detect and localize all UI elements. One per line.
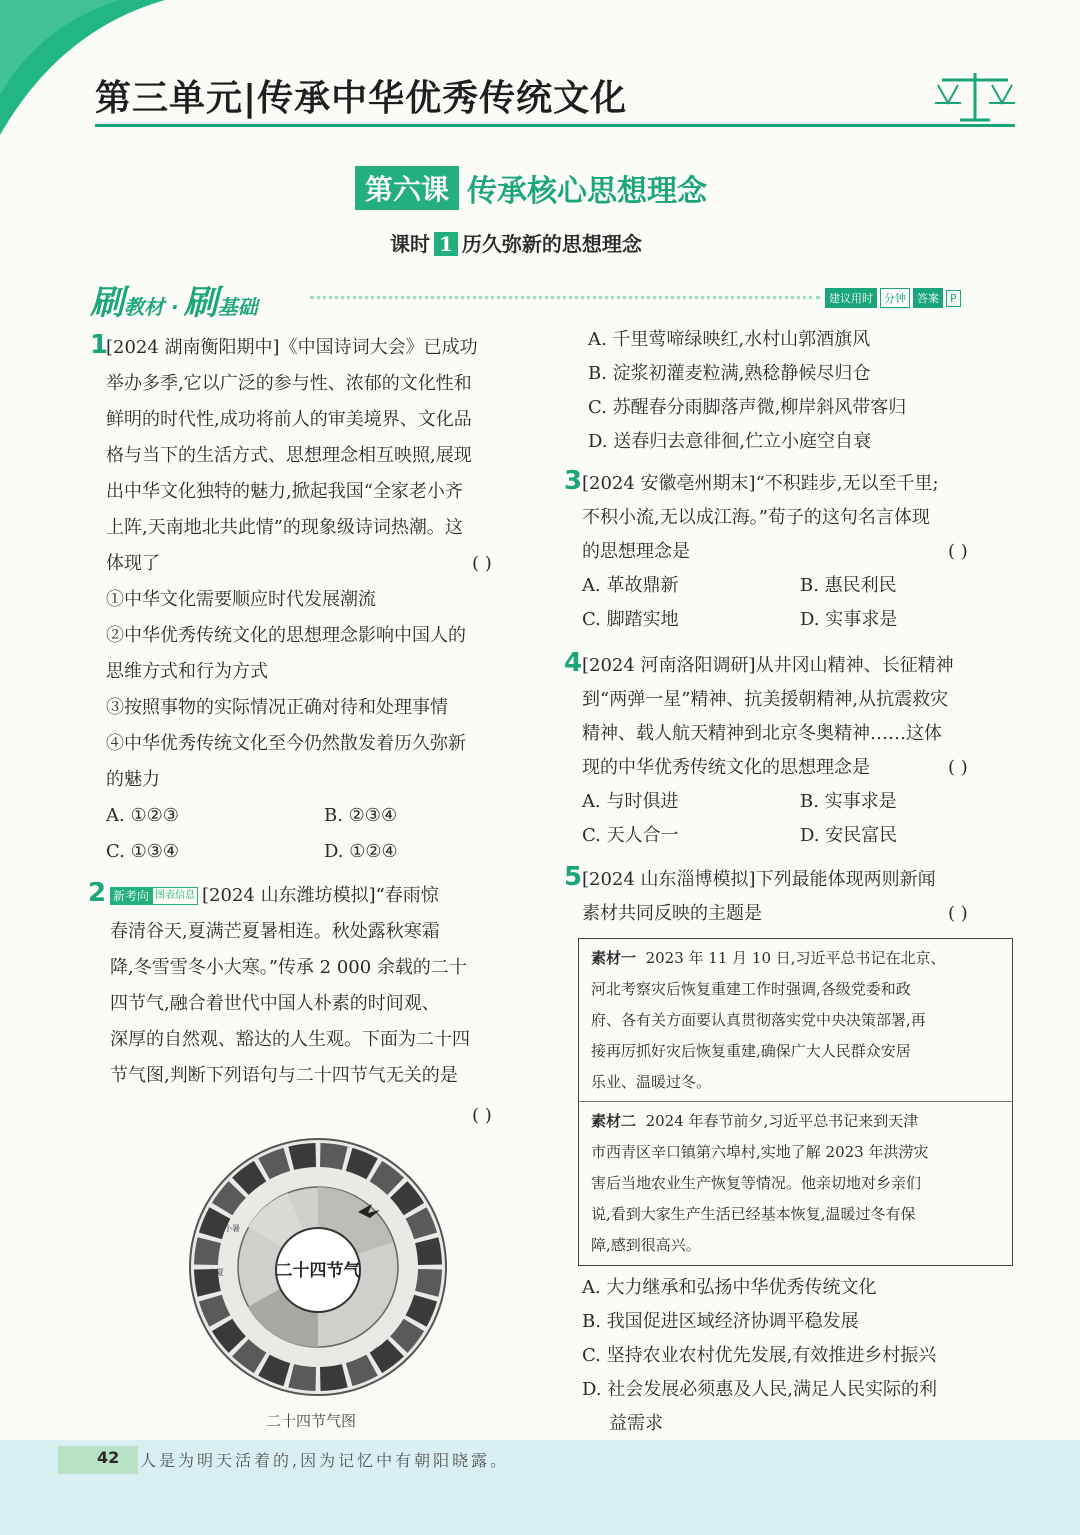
material-1-line: 素材一 2023 年 11 月 10 日,习近平总书记在北京、 (591, 949, 946, 967)
q5-line: 素材共同反映的主题是 (582, 903, 762, 924)
q5-option-d-cont: 益需求 (609, 1413, 663, 1434)
q2-line: 四节气,融合着世代中国人朴素的时间观、 (110, 993, 440, 1014)
q4-answer-blank[interactable]: ( ) (948, 757, 968, 778)
q2-answer-blank[interactable]: ( ) (472, 1105, 492, 1126)
material-1-line: 府、各有关方面要认真贯彻落实党中央决策部署,再 (591, 1011, 926, 1029)
q1-statement: ④中华优秀传统文化至今仍然散发着历久弥新 (106, 733, 466, 754)
q2-option-a[interactable]: A. 千里莺啼绿映红,水村山郭酒旗风 (588, 329, 871, 350)
section-a-sub: 教材 · (124, 295, 179, 319)
q1-line: 出中华文化独特的魅力,掀起我国“全家老小齐 (106, 481, 463, 502)
q5-option-c[interactable]: C. 坚持农业农村优先发展,有效推进乡村振兴 (582, 1345, 937, 1366)
q3-line: [2024 安徽亳州期末]“不积跬步,无以至千里; (582, 473, 939, 494)
section-heading (90, 275, 258, 324)
q1-line: [2024 湖南衡阳期中]《中国诗词大会》已成功 (106, 337, 478, 358)
q5-option-b[interactable]: B. 我国促进区域经济协调平稳发展 (582, 1311, 859, 1332)
q5-number: 5 (564, 862, 583, 892)
q5-line: [2024 山东淄博模拟]下列最能体现两则新闻 (582, 869, 936, 890)
q4-line: 到“两弹一星”精神、抗美援朝精神,从抗震救灾 (582, 689, 949, 710)
q1-statement: ①中华文化需要顺应时代发展潮流 (106, 589, 376, 610)
period-title: 历久弥新的思想理念 (461, 232, 642, 256)
q4-option-b[interactable]: B. 实事求是 (800, 791, 897, 812)
q2-line-text: [2024 山东潍坊模拟]“春雨惊 (202, 885, 439, 906)
q3-answer-blank[interactable]: ( ) (948, 541, 968, 562)
q1-line: 上阵,天南地北共此情”的现象级诗词热潮。这 (106, 517, 463, 538)
section-dotted-rule (310, 296, 820, 299)
answer-tag: 答案 (913, 288, 943, 308)
material-2-line: 障,感到很高兴。 (591, 1236, 701, 1254)
material-1-line: 接再厉抓好灾后恢复重建,确保广大人民群众安居 (591, 1042, 911, 1060)
q5-option-a[interactable]: A. 大力继承和弘扬中华优秀传统文化 (582, 1277, 877, 1298)
wheel-label: 立秋 (373, 1346, 389, 1355)
page-number: 42 (97, 1448, 120, 1467)
answer-page-tag: P (946, 290, 961, 307)
q1-line: 体现了 (106, 553, 160, 574)
q4-option-d[interactable]: D. 安民富民 (800, 825, 898, 846)
q3-option-d[interactable]: D. 实事求是 (800, 609, 898, 630)
unit-title-rule (95, 124, 1015, 127)
q2-number: 2 (88, 878, 107, 908)
material-2-label: 素材二 (591, 1112, 637, 1130)
q4-number: 4 (564, 648, 583, 678)
material-2-line: 说,看到大家生产生活已经基本恢复,温暖过冬有保 (591, 1205, 916, 1223)
q1-statement: 思维方式和行为方式 (106, 661, 268, 682)
q2-line: 春清谷天,夏满芒夏暑相连。秋处露秋寒霜 (110, 921, 440, 942)
q5-option-d[interactable]: D. 社会发展必须惠及人民,满足人民实际的利 (582, 1379, 937, 1400)
q1-line: 鲜明的时代性,成功将前人的审美境界、文化品 (106, 409, 472, 430)
solar-terms-wheel (188, 1137, 448, 1397)
page-footer (0, 1440, 1080, 1535)
lesson-tag: 第六课 (355, 166, 459, 210)
period-prefix: 课时 (390, 232, 430, 256)
material-divider (579, 1101, 1012, 1102)
material-2-line: 素材二 2024 年春节前夕,习近平总书记来到天津 (591, 1112, 919, 1130)
minutes-tag: 分钟 (880, 288, 910, 308)
lesson-name: 传承核心思想理念 (467, 174, 708, 209)
q1-number: 1 (90, 330, 109, 360)
q3-option-b[interactable]: B. 惠民利民 (800, 575, 897, 596)
wheel-center-label: 二十四节气 (275, 1261, 361, 1281)
unit-title: 第三单元|传承中华优秀传统文化 (95, 78, 628, 119)
material-box (578, 938, 1013, 1266)
lesson-heading (355, 166, 707, 210)
q2-line: 节气图,判断下列语句与二十四节气无关的是 (110, 1065, 458, 1086)
q5-answer-blank[interactable]: ( ) (948, 903, 968, 924)
wheel-label: 小暑 (224, 1224, 240, 1233)
q4-option-c[interactable]: C. 天人合一 (582, 825, 679, 846)
q4-line: 现的中华优秀传统文化的思想理念是 (582, 757, 870, 778)
q2-line: 降,冬雪雪冬小大寒。”传承 2 000 余载的二十 (110, 957, 467, 978)
new-direction-tag: 新考向 (110, 887, 152, 905)
q1-answer-blank[interactable]: ( ) (472, 553, 492, 574)
q4-line: 精神、载人航天精神到北京冬奥精神……这体 (582, 723, 942, 744)
q1-line: 格与当下的生活方式、思想理念相互映照,展现 (106, 445, 472, 466)
q3-option-c[interactable]: C. 脚踏实地 (582, 609, 679, 630)
material-1-line: 乐业、温暖过冬。 (591, 1073, 712, 1091)
section-b-sub: 基础 (217, 295, 258, 319)
q2-line (110, 878, 439, 914)
q3-line: 不积小流,无以成江海。”荀子的这句名言体现 (582, 507, 930, 528)
q1-statement: ③按照事物的实际情况正确对待和处理事情 (106, 697, 448, 718)
q3-line: 的思想理念是 (582, 541, 690, 562)
material-2-line: 市西青区辛口镇第六埠村,实地了解 2023 年洪涝灾 (591, 1143, 929, 1161)
q1-statement: ②中华优秀传统文化的思想理念影响中国人的 (106, 625, 466, 646)
material-1-line: 河北考察灾后恢复重建工作时强调,各级党委和政 (591, 980, 911, 998)
q2-option-c[interactable]: C. 苏醒春分雨脚落声微,柳岸斜风带客归 (588, 397, 907, 418)
wheel-label: 立夏 (208, 1268, 224, 1277)
material-2-line: 害后当地农业生产恢复等情况。他亲切地对乡亲们 (591, 1174, 922, 1192)
section-a: 刷 (90, 283, 124, 323)
q1-option-c[interactable]: C. ①③④ (106, 841, 179, 862)
time-tag: 建议用时 (825, 288, 877, 308)
footer-motto: 人是为明天活着的,因为记忆中有朝阳晓露。 (140, 1451, 510, 1470)
chart-info-tag: 图表信息 (152, 887, 198, 905)
balance-scale-icon (930, 65, 1020, 125)
q1-line: 举办多季,它以广泛的参与性、浓郁的文化性和 (106, 373, 472, 394)
q1-option-d[interactable]: D. ①②④ (324, 841, 398, 862)
section-b: 刷 (183, 283, 218, 323)
wheel-caption: 二十四节气图 (266, 1412, 357, 1430)
period-number: 1 (434, 232, 458, 256)
q1-statement: 的魅力 (106, 769, 160, 790)
q2-option-d[interactable]: D. 送春归去意徘徊,伫立小庭空自衰 (588, 431, 871, 452)
q4-line: [2024 河南洛阳调研]从井冈山精神、长征精神 (582, 655, 954, 676)
period-heading (390, 228, 642, 257)
q1-option-a[interactable]: A. ①②③ (106, 805, 179, 826)
q2-option-b[interactable]: B. 淀浆初灌麦粒满,熟稔静候尽归仓 (588, 363, 871, 384)
q3-number: 3 (564, 466, 583, 496)
q1-option-b[interactable]: B. ②③④ (324, 805, 398, 826)
section-tags (825, 288, 964, 308)
q4-option-a[interactable]: A. 与时俱进 (582, 791, 679, 812)
q3-option-a[interactable]: A. 革故鼎新 (582, 575, 679, 596)
material-1-label: 素材一 (591, 949, 637, 967)
q2-line: 深厚的自然观、豁达的人生观。下面为二十四 (110, 1029, 470, 1050)
